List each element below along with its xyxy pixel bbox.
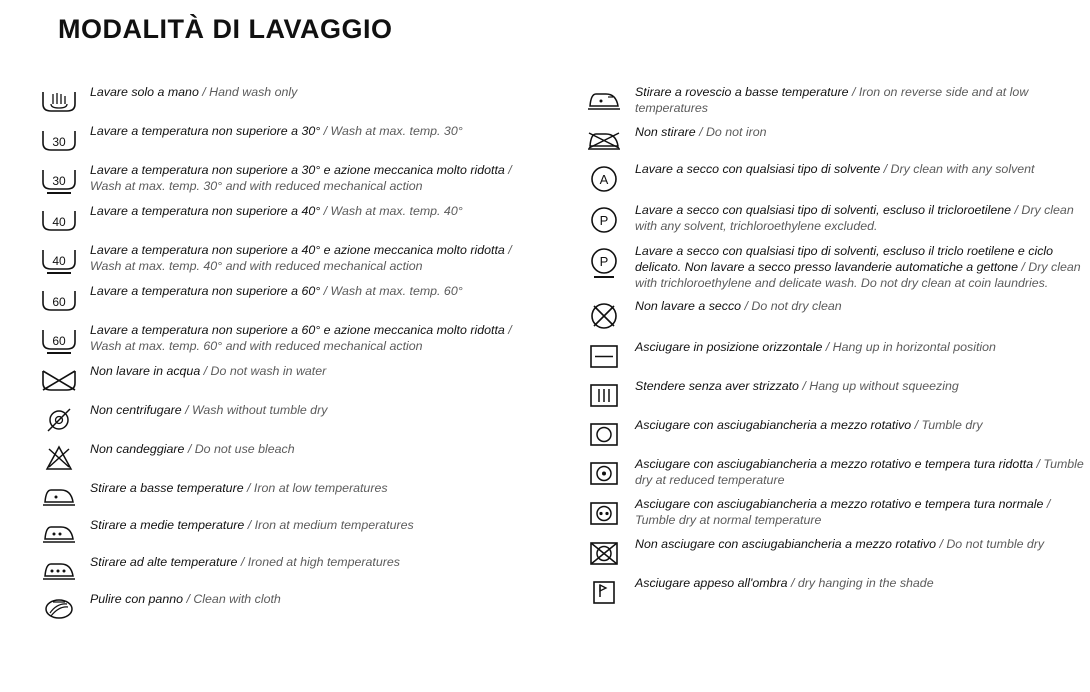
text-en: / Dry clean with any solvent xyxy=(883,161,1035,176)
list-item-text xyxy=(90,123,545,140)
dry-flat-icon xyxy=(573,339,635,371)
list-item-text xyxy=(90,203,545,220)
svg-text:40: 40 xyxy=(52,215,66,229)
iron-reverse-low-icon xyxy=(573,84,635,114)
list-item-text xyxy=(635,496,1090,529)
list-item xyxy=(573,161,1090,195)
list-item xyxy=(573,298,1090,332)
list-item-text xyxy=(635,456,1090,489)
iron-low-icon xyxy=(28,480,90,510)
text-it: Stirare a rovescio a basse temperature xyxy=(635,85,849,99)
text-en: / Do not dry clean xyxy=(744,299,842,314)
text-it: Lavare a temperatura non superiore a 40° xyxy=(90,204,321,218)
text-en: / dry hanging in the shade xyxy=(790,575,934,590)
list-item-text xyxy=(635,536,1090,553)
right-column xyxy=(545,84,1090,632)
list-item xyxy=(573,536,1090,568)
list-item xyxy=(573,84,1090,117)
clean-with-cloth-icon xyxy=(28,591,90,625)
list-item-text xyxy=(635,417,1090,434)
list-item-text xyxy=(635,124,1090,141)
svg-text:P: P xyxy=(599,212,609,228)
svg-text:60: 60 xyxy=(52,334,66,348)
text-en: / Tumble dry xyxy=(914,418,983,433)
drip-dry-icon xyxy=(573,378,635,410)
iron-high-icon xyxy=(28,554,90,584)
iron-medium-icon xyxy=(28,517,90,547)
text-it: Lavare a temperatura non superiore a 60° e azione meccanica molto ridotta xyxy=(90,323,505,337)
dry-in-shade-icon xyxy=(573,575,635,607)
do-not-iron-icon xyxy=(573,124,635,154)
list-item xyxy=(573,575,1090,607)
text-it: Lavare a temperatura non superiore a 60° xyxy=(90,284,321,298)
list-item-text xyxy=(90,283,545,300)
text-it: Asciugare con asciugabiancheria a mezzo rotativo xyxy=(635,418,912,433)
text-it: Pulire con panno xyxy=(90,592,183,606)
list-item xyxy=(28,402,545,434)
text-it: Stendere senza aver strizzato xyxy=(635,379,799,394)
text-en: / Hang up without squeezing xyxy=(802,379,959,394)
text-en: / Hang up in horizontal position xyxy=(825,340,996,355)
svg-text:P: P xyxy=(599,253,609,269)
dry-clean-p-underline-icon xyxy=(573,243,635,281)
wash-60-reduced-icon xyxy=(28,322,90,356)
text-en: / Hand wash only xyxy=(202,85,298,99)
svg-text:40: 40 xyxy=(52,254,66,268)
text-en: / Tumble dry at reduced temperature xyxy=(635,457,1084,488)
do-not-dry-clean-icon xyxy=(573,298,635,332)
text-en: / Do not iron xyxy=(699,124,767,139)
text-it: Lavare a temperatura non superiore a 30° e azione meccanica molto ridotta xyxy=(90,163,505,177)
list-item xyxy=(28,162,545,196)
list-item xyxy=(28,591,545,625)
tumble-dry-low-icon xyxy=(573,456,635,488)
list-item xyxy=(573,124,1090,154)
wash-60-icon xyxy=(28,283,90,315)
list-item-text xyxy=(90,441,545,458)
text-it: Asciugare in posizione orizzontale xyxy=(635,340,823,355)
list-item-text xyxy=(90,517,545,534)
dry-clean-a-icon xyxy=(573,161,635,195)
list-item-text xyxy=(635,378,1090,395)
text-it: Lavare a secco con qualsiasi tipo di solvente xyxy=(635,161,881,176)
text-it: Stirare ad alte temperature xyxy=(90,555,238,569)
list-item xyxy=(573,243,1090,292)
text-it: Lavare solo a mano xyxy=(90,85,199,99)
svg-text:30: 30 xyxy=(52,174,66,188)
list-item-text xyxy=(90,162,545,195)
list-item-text xyxy=(90,84,545,101)
page-title: MODALITÀ DI LAVAGGIO xyxy=(58,14,393,44)
list-item xyxy=(28,441,545,473)
text-en: / Do not use bleach xyxy=(187,442,295,456)
list-item-text xyxy=(635,339,1090,356)
text-it: Non stirare xyxy=(635,124,696,139)
list-item xyxy=(28,123,545,155)
wash-40-reduced-icon xyxy=(28,242,90,276)
svg-text:60: 60 xyxy=(52,295,66,309)
text-it: Non candeggiare xyxy=(90,442,185,456)
tumble-dry-normal-icon xyxy=(573,496,635,528)
text-en: / Do not wash in water xyxy=(203,364,327,378)
text-en: / Do not tumble dry xyxy=(939,536,1045,551)
text-it: Non lavare in acqua xyxy=(90,364,201,378)
text-en: / Dry clean with trichloroethylene and delicate wash. Do not dry clean at coin laundries. xyxy=(635,259,1081,290)
list-item-text xyxy=(635,202,1090,235)
text-it: Lavare a temperatura non superiore a 40° e azione meccanica molto ridotta xyxy=(90,243,505,257)
no-tumble-spin-icon xyxy=(28,402,90,434)
svg-text:A: A xyxy=(599,171,609,187)
list-item xyxy=(573,339,1090,371)
list-item xyxy=(573,202,1090,236)
list-item xyxy=(573,456,1090,489)
text-it: Stirare a basse temperature xyxy=(90,481,244,495)
list-item-text xyxy=(90,402,545,419)
do-not-wash-icon xyxy=(28,363,90,395)
wash-30-reduced-icon xyxy=(28,162,90,196)
list-item xyxy=(28,480,545,510)
list-item-text xyxy=(90,554,545,571)
text-en: / Iron at medium temperatures xyxy=(247,518,414,532)
text-en: / Wash at max. temp. 60° xyxy=(323,284,463,298)
list-item xyxy=(573,378,1090,410)
text-en: / Wash without tumble dry xyxy=(185,403,328,417)
list-item xyxy=(28,517,545,547)
text-en: / Wash at max. temp. 40° xyxy=(323,204,463,218)
tumble-dry-icon xyxy=(573,417,635,449)
text-en: / Wash at max. temp. 60° and with reduced mechanical action xyxy=(90,323,512,353)
text-en: / Wash at max. temp. 30° and with reduced mechanical action xyxy=(90,163,512,193)
text-en: / Dry clean with any solvent, trichloroethylene excluded. xyxy=(635,202,1074,233)
list-item-text xyxy=(90,591,545,608)
list-item-text xyxy=(90,322,545,355)
do-not-tumble-dry-icon xyxy=(573,536,635,568)
list-item xyxy=(28,554,545,584)
text-en: / Wash at max. temp. 40° and with reduced mechanical action xyxy=(90,243,512,273)
list-item xyxy=(28,283,545,315)
text-en: / Clean with cloth xyxy=(186,592,281,606)
list-item xyxy=(573,417,1090,449)
list-item xyxy=(28,322,545,356)
list-item-text xyxy=(635,243,1090,292)
list-item-text xyxy=(635,84,1090,117)
text-en: / Wash at max. temp. 30° xyxy=(323,124,463,138)
text-it: Non centrifugare xyxy=(90,403,182,417)
text-it: Lavare a secco con qualsiasi tipo di solventi, escluso il triclo roetilene e ciclo delicato. Non lavare a secco presso lavanderie automatiche a gettone xyxy=(635,243,1054,274)
left-column xyxy=(0,84,545,632)
text-en: / Ironed at high temperatures xyxy=(240,555,400,569)
hand-wash-icon xyxy=(28,84,90,116)
wash-30-icon xyxy=(28,123,90,155)
list-item-text xyxy=(635,575,1090,592)
symbol-columns xyxy=(0,84,1090,632)
list-item-text xyxy=(90,242,545,275)
text-it: Asciugare con asciugabiancheria a mezzo rotativo e tempera tura normale xyxy=(635,497,1044,512)
list-item-text xyxy=(90,363,545,380)
text-en: / Tumble dry at normal temperature xyxy=(635,497,1051,527)
text-it: Asciugare appeso all'ombra xyxy=(635,575,788,590)
text-it: Lavare a temperatura non superiore a 30° xyxy=(90,124,321,138)
list-item xyxy=(28,242,545,276)
list-item-text xyxy=(90,480,545,497)
text-en: / Iron at low temperatures xyxy=(247,481,388,495)
text-it: Lavare a secco con qualsiasi tipo di solventi, escluso il tricloroetilene xyxy=(635,202,1012,217)
list-item xyxy=(28,84,545,116)
dry-clean-p-icon xyxy=(573,202,635,236)
svg-text:30: 30 xyxy=(52,135,66,149)
list-item xyxy=(28,363,545,395)
text-it: Non asciugare con asciugabiancheria a mezzo rotativo xyxy=(635,536,936,551)
text-it: Stirare a medie temperature xyxy=(90,518,245,532)
text-it: Non lavare a secco xyxy=(635,299,742,314)
text-it: Asciugare con asciugabiancheria a mezzo rotativo e tempera tura ridotta xyxy=(635,457,1034,472)
list-item-text xyxy=(635,161,1090,178)
wash-40-icon xyxy=(28,203,90,235)
text-en: / Iron on reverse side and at low temperatures xyxy=(635,85,1029,115)
list-item xyxy=(28,203,545,235)
list-item-text xyxy=(635,298,1090,315)
do-not-bleach-icon xyxy=(28,441,90,473)
list-item xyxy=(573,496,1090,529)
